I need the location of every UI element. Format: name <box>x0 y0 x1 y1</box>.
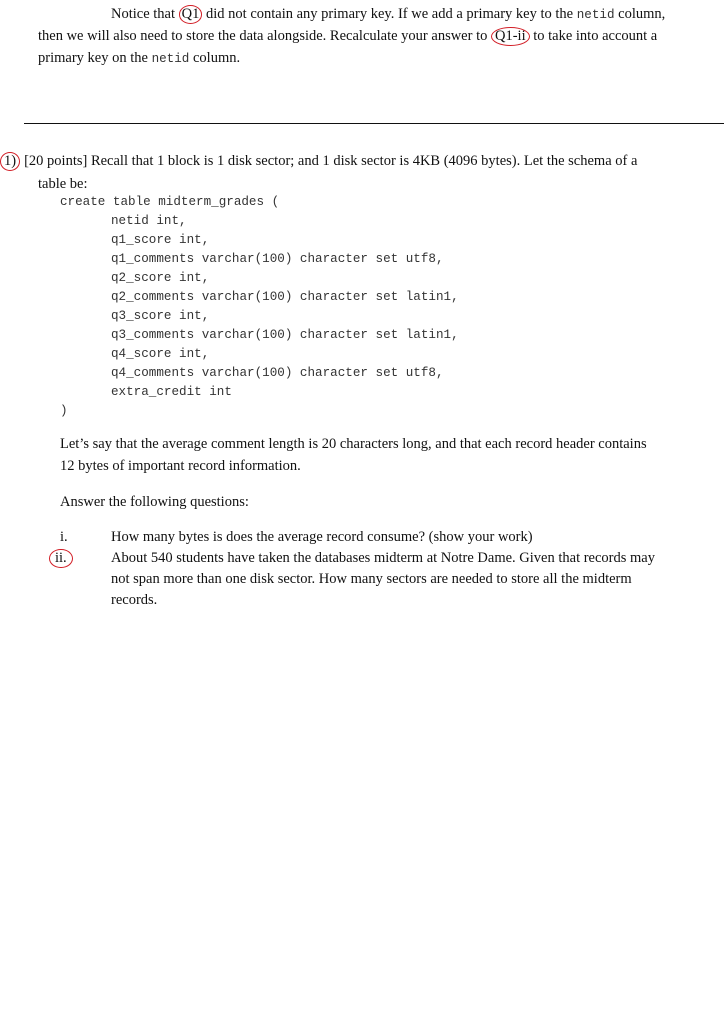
item-text-ii-line-3: records. <box>111 592 158 608</box>
q1-reference-circled: Q1 <box>179 5 203 24</box>
notice-line-2 <box>38 26 657 47</box>
question-intro-line-2: table be: <box>38 176 88 192</box>
code-line: q3_comments varchar(100) character set latin1, <box>111 328 459 342</box>
netid-code: netid <box>151 52 190 66</box>
question-number-circled: 1) <box>0 152 20 171</box>
code-line: extra_credit int <box>111 385 232 399</box>
q1-ii-reference-circled: Q1-ii <box>491 27 530 46</box>
code-line: netid int, <box>111 214 187 228</box>
instruction: Answer the following questions: <box>60 494 249 510</box>
notice-line-3 <box>38 48 240 70</box>
notice-text: column, <box>614 6 666 22</box>
assumption-line-1: Let’s say that the average comment length is 20 characters long, and that each record header contains <box>60 436 647 452</box>
item-label-ii <box>49 548 73 569</box>
question-intro: [20 points] Recall that 1 block is 1 disk sector; and 1 disk sector is 4KB (4096 bytes). Let the schema of a <box>24 153 638 169</box>
notice-text: primary key on the <box>38 50 152 66</box>
notice-text: column. <box>189 50 241 66</box>
question-header <box>0 151 637 172</box>
notice-text: to take into account a <box>529 28 658 44</box>
item-ii-circled: ii. <box>49 549 73 568</box>
item-text-ii-line-1: About 540 students have taken the databases midterm at Notre Dame. Given that records may <box>111 550 655 566</box>
code-line: create table midterm_grades ( <box>60 195 280 209</box>
code-line: q3_score int, <box>111 309 210 323</box>
code-line: ) <box>60 404 68 418</box>
item-label-i: i. <box>60 529 68 545</box>
notice-line-1 <box>111 4 665 26</box>
code-line: q2_comments varchar(100) character set latin1, <box>111 290 459 304</box>
item-text-i: How many bytes is does the average record consume? (show your work) <box>111 529 533 545</box>
item-text-ii-line-2: not span more than one disk sector. How many sectors are needed to store all the midterm <box>111 571 632 587</box>
assumption-line-2: 12 bytes of important record information. <box>60 458 301 474</box>
notice-text: then we will also need to store the data alongside. Recalculate your answer to <box>38 28 491 44</box>
code-line: q1_score int, <box>111 233 210 247</box>
code-line: q4_score int, <box>111 347 210 361</box>
notice-text: did not contain any primary key. If we add a primary key to the <box>202 6 577 22</box>
code-line: q2_score int, <box>111 271 210 285</box>
netid-code: netid <box>576 8 615 22</box>
code-line: q4_comments varchar(100) character set utf8, <box>111 366 444 380</box>
notice-text: Notice that <box>111 6 179 22</box>
code-line: q1_comments varchar(100) character set utf8, <box>111 252 444 266</box>
section-divider <box>24 123 724 124</box>
